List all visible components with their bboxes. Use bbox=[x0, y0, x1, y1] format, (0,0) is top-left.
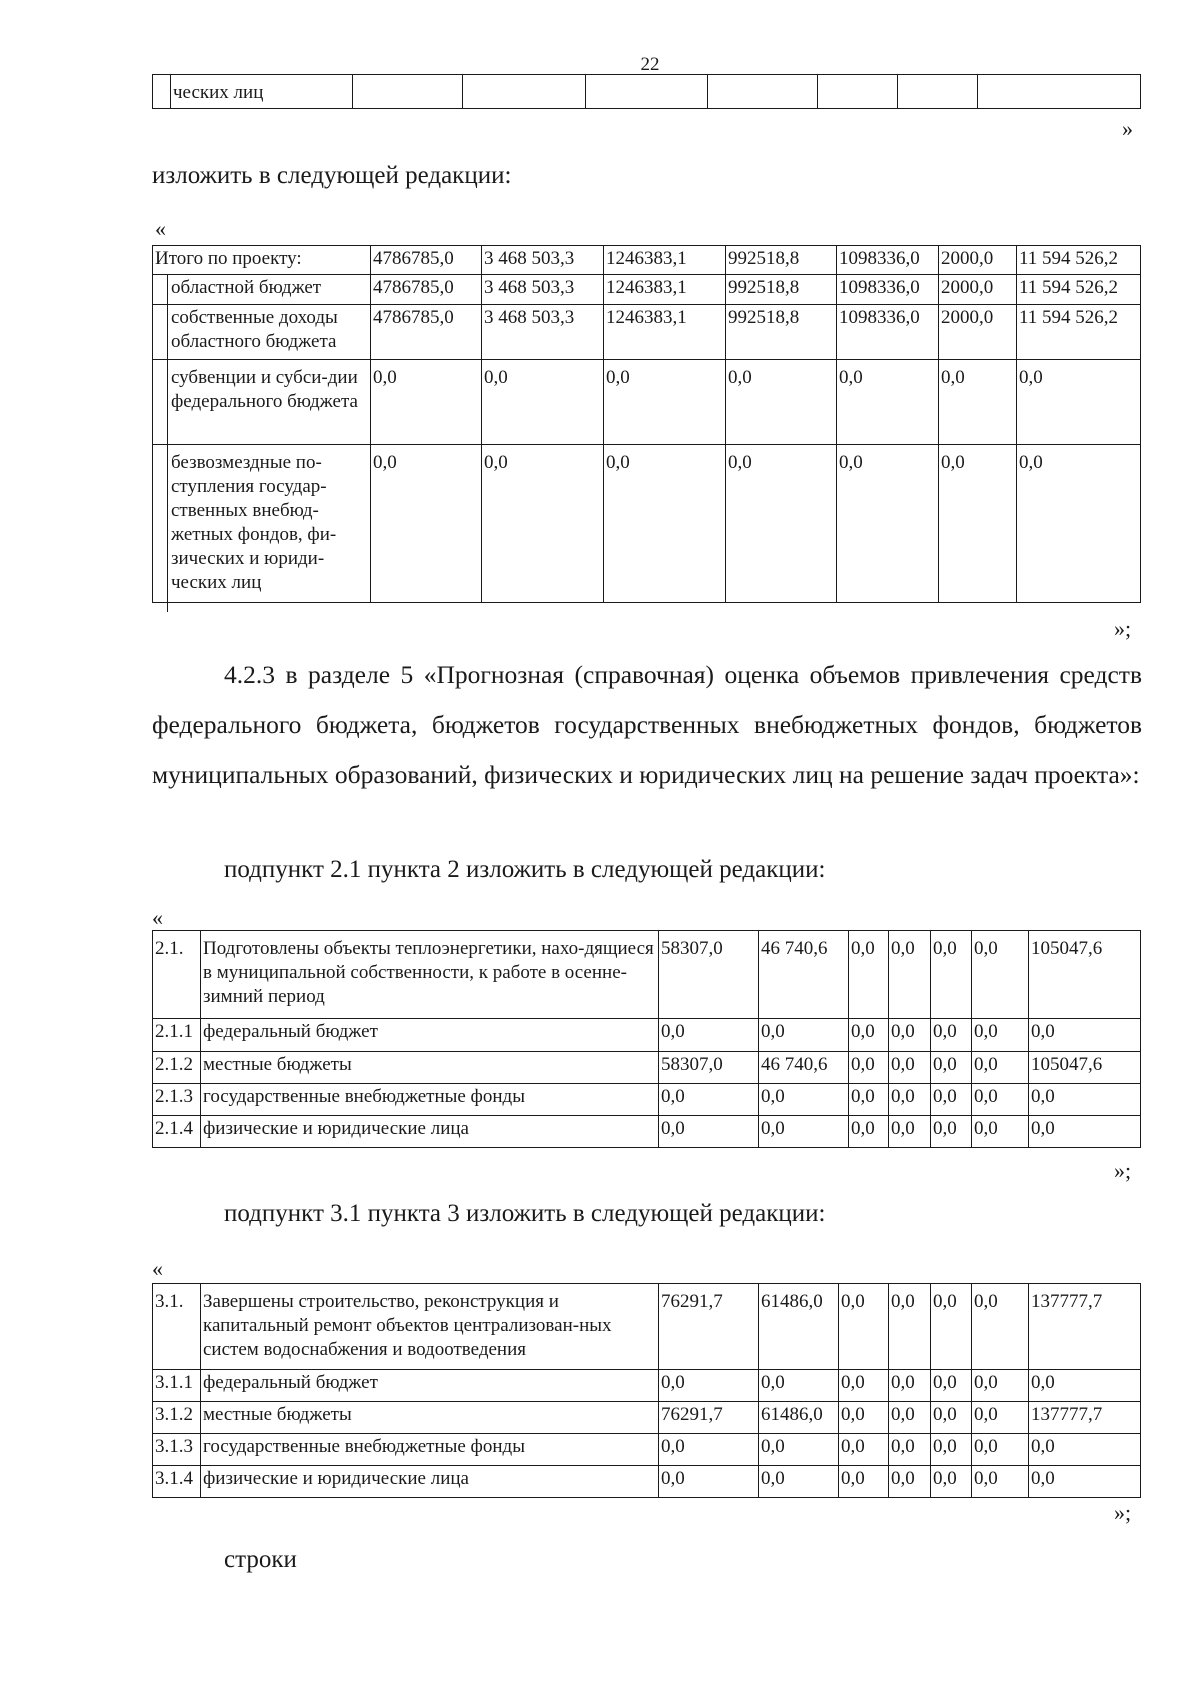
value-cell: 0,0 bbox=[839, 1370, 889, 1402]
row-number: 2.1.1 bbox=[153, 1019, 201, 1052]
row-number: 2.1.3 bbox=[153, 1084, 201, 1116]
value-cell: 0,0 bbox=[889, 1370, 931, 1402]
value-cell: 0,0 bbox=[1029, 1434, 1141, 1466]
value-cell: 0,0 bbox=[931, 1434, 972, 1466]
indent-cell bbox=[153, 75, 171, 109]
value-cell: 0,0 bbox=[972, 1402, 1029, 1434]
page-number: 22 bbox=[640, 54, 660, 75]
value-cell: 0,0 bbox=[604, 360, 726, 445]
open-quote: « bbox=[155, 216, 166, 241]
value-cell: 0,0 bbox=[939, 360, 1017, 445]
value-cell: 0,0 bbox=[972, 1116, 1029, 1148]
close-quote: »; bbox=[1114, 1500, 1132, 1525]
value-cell bbox=[353, 75, 463, 109]
open-quote: « bbox=[152, 905, 163, 930]
value-cell: 0,0 bbox=[849, 1052, 889, 1084]
value-cell: 58307,0 bbox=[659, 1052, 759, 1084]
row-label: местные бюджеты bbox=[201, 1402, 659, 1434]
close-quote: »; bbox=[1114, 1158, 1132, 1183]
value-cell: 11 594 526,2 bbox=[1017, 246, 1141, 275]
value-cell: 0,0 bbox=[972, 1019, 1029, 1052]
value-cell: 0,0 bbox=[1017, 360, 1141, 445]
value-cell: 1246383,1 bbox=[604, 275, 726, 305]
value-cell: 0,0 bbox=[659, 1019, 759, 1052]
value-cell: 105047,6 bbox=[1029, 1052, 1141, 1084]
value-cell: 0,0 bbox=[1029, 1084, 1141, 1116]
value-cell: 0,0 bbox=[837, 360, 939, 445]
value-cell: 0,0 bbox=[931, 1019, 972, 1052]
value-cell: 0,0 bbox=[849, 1019, 889, 1052]
value-cell: 0,0 bbox=[972, 1434, 1029, 1466]
subpoint-heading: подпункт 3.1 пункта 3 изложить в следующей редакции: bbox=[224, 1200, 826, 1227]
trailing-text: строки bbox=[224, 1546, 297, 1573]
row-number: 3.1.4 bbox=[153, 1466, 201, 1498]
value-cell bbox=[978, 75, 1141, 109]
table-row bbox=[153, 1052, 1141, 1084]
value-cell: 0,0 bbox=[839, 1466, 889, 1498]
row-label: федеральный бюджет bbox=[201, 1019, 659, 1052]
table-row bbox=[153, 1019, 1141, 1052]
value-cell: 11 594 526,2 bbox=[1017, 305, 1141, 360]
row-number: 3.1.2 bbox=[153, 1402, 201, 1434]
row-number: 2.1.2 bbox=[153, 1052, 201, 1084]
value-cell: 0,0 bbox=[659, 1466, 759, 1498]
value-cell: 0,0 bbox=[659, 1116, 759, 1148]
value-cell: 11 594 526,2 bbox=[1017, 275, 1141, 305]
value-cell: 2000,0 bbox=[939, 305, 1017, 360]
row-label: государственные внебюджетные фонды bbox=[201, 1084, 659, 1116]
value-cell: 0,0 bbox=[931, 1052, 972, 1084]
value-cell: 992518,8 bbox=[726, 275, 837, 305]
value-cell: 0,0 bbox=[1029, 1019, 1141, 1052]
value-cell: 0,0 bbox=[1017, 445, 1141, 603]
value-cell: 0,0 bbox=[726, 445, 837, 603]
table-row bbox=[153, 1084, 1141, 1116]
paragraph-text: 4.2.3 в разделе 5 «Прогнозная (справочная) оценка объемов привлечения средств федерального бюджета, бюджетов государственных внебюджетных фондов, бюджетов муниципальных образований, физических и юридических лиц на решение задач проекта»: bbox=[152, 660, 1142, 789]
value-cell: 0,0 bbox=[759, 1019, 849, 1052]
subpoint-heading: подпункт 2.1 пункта 2 изложить в следующей редакции: bbox=[224, 856, 826, 883]
table-row bbox=[153, 1116, 1141, 1148]
value-cell: 0,0 bbox=[604, 445, 726, 603]
funding-table-water bbox=[152, 1283, 1141, 1498]
value-cell: 0,0 bbox=[972, 931, 1029, 1019]
value-cell: 0,0 bbox=[759, 1370, 839, 1402]
value-cell: 0,0 bbox=[889, 1052, 931, 1084]
value-cell: 3 468 503,3 bbox=[482, 305, 604, 360]
value-cell: 0,0 bbox=[972, 1466, 1029, 1498]
value-cell: 0,0 bbox=[939, 445, 1017, 603]
value-cell: 0,0 bbox=[659, 1084, 759, 1116]
row-label: физические и юридические лица bbox=[201, 1466, 659, 1498]
row-number: 3.1. bbox=[153, 1284, 201, 1370]
value-cell: 1246383,1 bbox=[604, 246, 726, 275]
table-row bbox=[153, 931, 1141, 1019]
table-row bbox=[153, 275, 1141, 305]
table-row bbox=[153, 1284, 1141, 1370]
instruction-text: изложить в следующей редакции: bbox=[152, 162, 512, 189]
row-label: субвенции и субси-дии федерального бюджета bbox=[153, 360, 371, 445]
table-row bbox=[153, 1434, 1141, 1466]
value-cell: 137777,7 bbox=[1029, 1284, 1141, 1370]
funding-table-total bbox=[152, 245, 1141, 603]
value-cell: 0,0 bbox=[1029, 1466, 1141, 1498]
value-cell: 0,0 bbox=[889, 1284, 931, 1370]
value-cell: 0,0 bbox=[972, 1370, 1029, 1402]
value-cell: 61486,0 bbox=[759, 1284, 839, 1370]
value-cell bbox=[818, 75, 898, 109]
value-cell: 3 468 503,3 bbox=[482, 246, 604, 275]
value-cell: 58307,0 bbox=[659, 931, 759, 1019]
value-cell: 0,0 bbox=[972, 1084, 1029, 1116]
value-cell: 0,0 bbox=[931, 1370, 972, 1402]
value-cell: 3 468 503,3 bbox=[482, 275, 604, 305]
table-row bbox=[153, 360, 1141, 445]
value-cell: 0,0 bbox=[849, 1116, 889, 1148]
row-label: Завершены строительство, реконструкция и капитальный ремонт объектов централизован-ных систем водоснабжения и водоотведения bbox=[201, 1284, 659, 1370]
value-cell: 0,0 bbox=[759, 1434, 839, 1466]
table-row bbox=[153, 305, 1141, 360]
table-row bbox=[153, 445, 1141, 603]
table-row bbox=[153, 1402, 1141, 1434]
row-label: ческих лиц bbox=[171, 75, 353, 109]
value-cell: 76291,7 bbox=[659, 1402, 759, 1434]
value-cell: 0,0 bbox=[931, 1466, 972, 1498]
open-quote: « bbox=[152, 1256, 163, 1281]
value-cell: 0,0 bbox=[659, 1370, 759, 1402]
row-label: областной бюджет bbox=[153, 275, 371, 305]
value-cell: 0,0 bbox=[659, 1434, 759, 1466]
value-cell: 0,0 bbox=[931, 1402, 972, 1434]
value-cell bbox=[708, 75, 818, 109]
value-cell: 0,0 bbox=[931, 1284, 972, 1370]
value-cell: 0,0 bbox=[482, 360, 604, 445]
row-label: местные бюджеты bbox=[201, 1052, 659, 1084]
value-cell: 0,0 bbox=[972, 1284, 1029, 1370]
value-cell: 1098336,0 bbox=[837, 305, 939, 360]
close-quote: »; bbox=[1114, 616, 1132, 641]
table-row bbox=[153, 1466, 1141, 1498]
value-cell: 4786785,0 bbox=[371, 246, 482, 275]
value-cell: 0,0 bbox=[839, 1402, 889, 1434]
value-cell: 992518,8 bbox=[726, 305, 837, 360]
row-number: 2.1.4 bbox=[153, 1116, 201, 1148]
row-label: безвозмездные по-ступления государ-ственных внебюд-жетных фондов, фи-зических и юриди-ческих лиц bbox=[153, 445, 371, 603]
value-cell: 0,0 bbox=[759, 1466, 839, 1498]
indent-divider bbox=[167, 275, 168, 612]
table-row bbox=[153, 246, 1141, 275]
continuation-table bbox=[152, 74, 1141, 109]
value-cell: 2000,0 bbox=[939, 246, 1017, 275]
value-cell: 137777,7 bbox=[1029, 1402, 1141, 1434]
row-number: 2.1. bbox=[153, 931, 201, 1019]
value-cell: 0,0 bbox=[1029, 1116, 1141, 1148]
value-cell: 0,0 bbox=[889, 1466, 931, 1498]
row-label: Итого по проекту: bbox=[153, 246, 371, 275]
value-cell: 105047,6 bbox=[1029, 931, 1141, 1019]
row-label: физические и юридические лица bbox=[201, 1116, 659, 1148]
funding-table-heating bbox=[152, 930, 1141, 1148]
row-label: федеральный бюджет bbox=[201, 1370, 659, 1402]
value-cell: 0,0 bbox=[889, 1019, 931, 1052]
value-cell: 0,0 bbox=[889, 1402, 931, 1434]
value-cell: 0,0 bbox=[849, 931, 889, 1019]
value-cell: 0,0 bbox=[972, 1052, 1029, 1084]
value-cell: 46 740,6 bbox=[759, 931, 849, 1019]
value-cell: 0,0 bbox=[482, 445, 604, 603]
row-number: 3.1.1 bbox=[153, 1370, 201, 1402]
value-cell: 0,0 bbox=[839, 1434, 889, 1466]
value-cell: 76291,7 bbox=[659, 1284, 759, 1370]
value-cell: 992518,8 bbox=[726, 246, 837, 275]
value-cell: 0,0 bbox=[889, 1116, 931, 1148]
value-cell: 0,0 bbox=[889, 1434, 931, 1466]
value-cell: 0,0 bbox=[931, 931, 972, 1019]
value-cell: 0,0 bbox=[759, 1116, 849, 1148]
value-cell: 0,0 bbox=[931, 1116, 972, 1148]
value-cell: 0,0 bbox=[1029, 1370, 1141, 1402]
row-label: собственные доходы областного бюджета bbox=[153, 305, 371, 360]
value-cell: 1246383,1 bbox=[604, 305, 726, 360]
value-cell bbox=[463, 75, 586, 109]
value-cell: 0,0 bbox=[931, 1084, 972, 1116]
value-cell: 1098336,0 bbox=[837, 246, 939, 275]
section-paragraph bbox=[152, 650, 1142, 800]
value-cell bbox=[898, 75, 978, 109]
value-cell: 46 740,6 bbox=[759, 1052, 849, 1084]
row-number: 3.1.3 bbox=[153, 1434, 201, 1466]
value-cell: 0,0 bbox=[759, 1084, 849, 1116]
value-cell: 1098336,0 bbox=[837, 275, 939, 305]
value-cell: 61486,0 bbox=[759, 1402, 839, 1434]
value-cell: 0,0 bbox=[371, 445, 482, 603]
value-cell: 2000,0 bbox=[939, 275, 1017, 305]
value-cell: 0,0 bbox=[371, 360, 482, 445]
table-row bbox=[153, 1370, 1141, 1402]
value-cell: 0,0 bbox=[726, 360, 837, 445]
value-cell bbox=[586, 75, 708, 109]
value-cell: 4786785,0 bbox=[371, 305, 482, 360]
value-cell: 0,0 bbox=[889, 931, 931, 1019]
value-cell: 0,0 bbox=[889, 1084, 931, 1116]
value-cell: 0,0 bbox=[849, 1084, 889, 1116]
row-label: Подготовлены объекты теплоэнергетики, нахо-дящиеся в муниципальной собственности, к работе в осенне-зимний период bbox=[201, 931, 659, 1019]
close-quote: » bbox=[1122, 116, 1133, 141]
value-cell: 0,0 bbox=[837, 445, 939, 603]
value-cell: 4786785,0 bbox=[371, 275, 482, 305]
value-cell: 0,0 bbox=[839, 1284, 889, 1370]
row-label: государственные внебюджетные фонды bbox=[201, 1434, 659, 1466]
